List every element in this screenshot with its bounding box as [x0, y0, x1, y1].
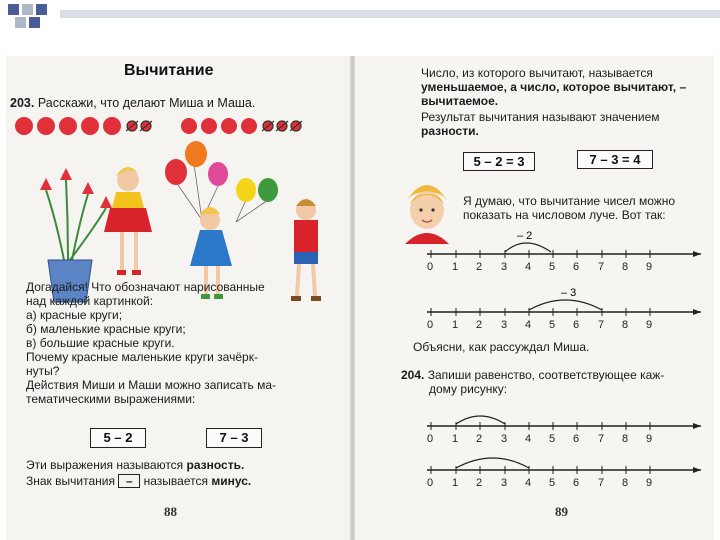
tick-label: 9 [646, 261, 653, 273]
tick-label: 9 [646, 477, 653, 489]
right-page [355, 56, 714, 540]
tick-label: 0 [427, 433, 434, 445]
question-line: нуты? [26, 364, 60, 378]
definition-line: уменьшаемое, а число, которое вычитают, – [421, 80, 687, 94]
misha-figure [291, 199, 321, 301]
note-line-1 [26, 458, 244, 472]
equation-box: 5 – 2 = 3 [463, 152, 535, 171]
misha-speech-line: Я думаю, что вычитание чисел можно [463, 194, 676, 208]
task-text: Запиши равенство, соответствующее каж- [427, 368, 665, 382]
tick-label: 7 [598, 319, 605, 331]
tick-label: 5 [549, 261, 556, 273]
deco-square [36, 4, 47, 15]
deco-square [29, 17, 40, 28]
question-line: а) красные круги; [26, 308, 123, 322]
question-line: Почему красные маленькие круги зачёрк- [26, 350, 258, 364]
page-number: 88 [164, 504, 177, 519]
question-line: в) большие красные круги. [26, 336, 175, 350]
task-number: 204. [401, 368, 425, 382]
arc-label: – 2 [517, 230, 533, 242]
tick-label: 6 [573, 319, 580, 331]
tick-label: 4 [525, 261, 532, 273]
tick-label: 0 [427, 319, 434, 331]
tick-label: 8 [622, 319, 629, 331]
tick-label: 9 [646, 433, 653, 445]
tick-label: 1 [452, 261, 459, 273]
tick-label: 0 [427, 261, 434, 273]
number-ray-4 [355, 442, 714, 490]
left-page [6, 56, 351, 540]
tick-label: 1 [452, 477, 459, 489]
tick-label: 2 [476, 261, 483, 273]
expression-box: 7 – 3 [206, 428, 262, 448]
task-204 [401, 368, 664, 382]
big-red-circles-left [15, 117, 121, 135]
tick-label: 6 [573, 433, 580, 445]
deco-bar [60, 10, 720, 18]
masha-figure [104, 167, 152, 275]
tick-label: 6 [573, 477, 580, 489]
slide-decoration [0, 0, 720, 28]
tick-label: 4 [525, 433, 532, 445]
misha-speech-line: показать на числовом луче. Вот так: [463, 208, 666, 222]
question-line: над каждой картинкой: [26, 294, 154, 308]
deco-square [22, 4, 33, 15]
tick-label: 8 [622, 433, 629, 445]
question-line: Догадайся! Что обозначают нарисованные [26, 280, 265, 294]
balloons [165, 141, 278, 222]
deco-square [15, 17, 26, 28]
note-text: называется [140, 474, 212, 488]
tick-label: 4 [525, 319, 532, 331]
minus-sign-box: – [118, 474, 140, 488]
question-line: б) маленькие красные круги; [26, 322, 186, 336]
question-line: Действия Миши и Маши можно записать ма- [26, 378, 277, 392]
tick-label: 7 [598, 261, 605, 273]
tick-label: 5 [549, 433, 556, 445]
tick-label: 2 [476, 319, 483, 331]
tick-label: 5 [549, 319, 556, 331]
number-ray-3 [355, 398, 714, 446]
task-text: Расскажи, что делают Миша и Маша. [37, 96, 256, 110]
definition-line: вычитаемое. [421, 94, 499, 108]
tick-label: 7 [598, 477, 605, 489]
number-ray-1 [355, 226, 714, 274]
term-minus: минус. [211, 474, 252, 488]
explain-text: Объясни, как рассуждал Миша. [413, 340, 590, 354]
small-crossed-circles-left [126, 121, 152, 131]
tick-label: 5 [549, 477, 556, 489]
question-line: тематическими выражениями: [26, 392, 196, 406]
tick-label: 1 [452, 433, 459, 445]
tick-label: 8 [622, 261, 629, 273]
tick-label: 3 [501, 261, 508, 273]
tick-label: 6 [573, 261, 580, 273]
deco-square [8, 4, 19, 15]
note-line-2 [26, 474, 251, 488]
task-text: дому рисунку: [429, 382, 508, 396]
tick-label: 2 [476, 433, 483, 445]
term-difference: разность. [186, 458, 245, 472]
note-text: Эти выражения называются [26, 458, 187, 472]
tick-label: 0 [427, 477, 434, 489]
tick-label: 3 [501, 477, 508, 489]
task-number: 203. [10, 96, 35, 110]
definition-line: Число, из которого вычитают, называется [421, 66, 653, 80]
task-203 [10, 96, 255, 110]
page-number: 89 [555, 504, 568, 519]
arc-label: – 3 [561, 287, 577, 299]
big-red-circles-right [181, 118, 257, 134]
tick-label: 3 [501, 319, 508, 331]
expression-box: 5 – 2 [90, 428, 146, 448]
note-text: Знак вычитания [26, 474, 119, 488]
tick-label: 3 [501, 433, 508, 445]
tick-label: 9 [646, 319, 653, 331]
page-title: Вычитание [124, 62, 214, 79]
tick-label: 1 [452, 319, 459, 331]
number-ray-2 [355, 284, 714, 332]
tick-label: 4 [525, 477, 532, 489]
tick-label: 2 [476, 477, 483, 489]
equation-box: 7 – 3 = 4 [577, 150, 653, 169]
tick-label: 7 [598, 433, 605, 445]
definition-line: разности. [421, 124, 479, 138]
tick-label: 8 [622, 477, 629, 489]
small-crossed-circles-right [262, 121, 302, 131]
definition-line: Результат вычитания называют значением [421, 110, 660, 124]
textbook-spread [6, 56, 714, 540]
